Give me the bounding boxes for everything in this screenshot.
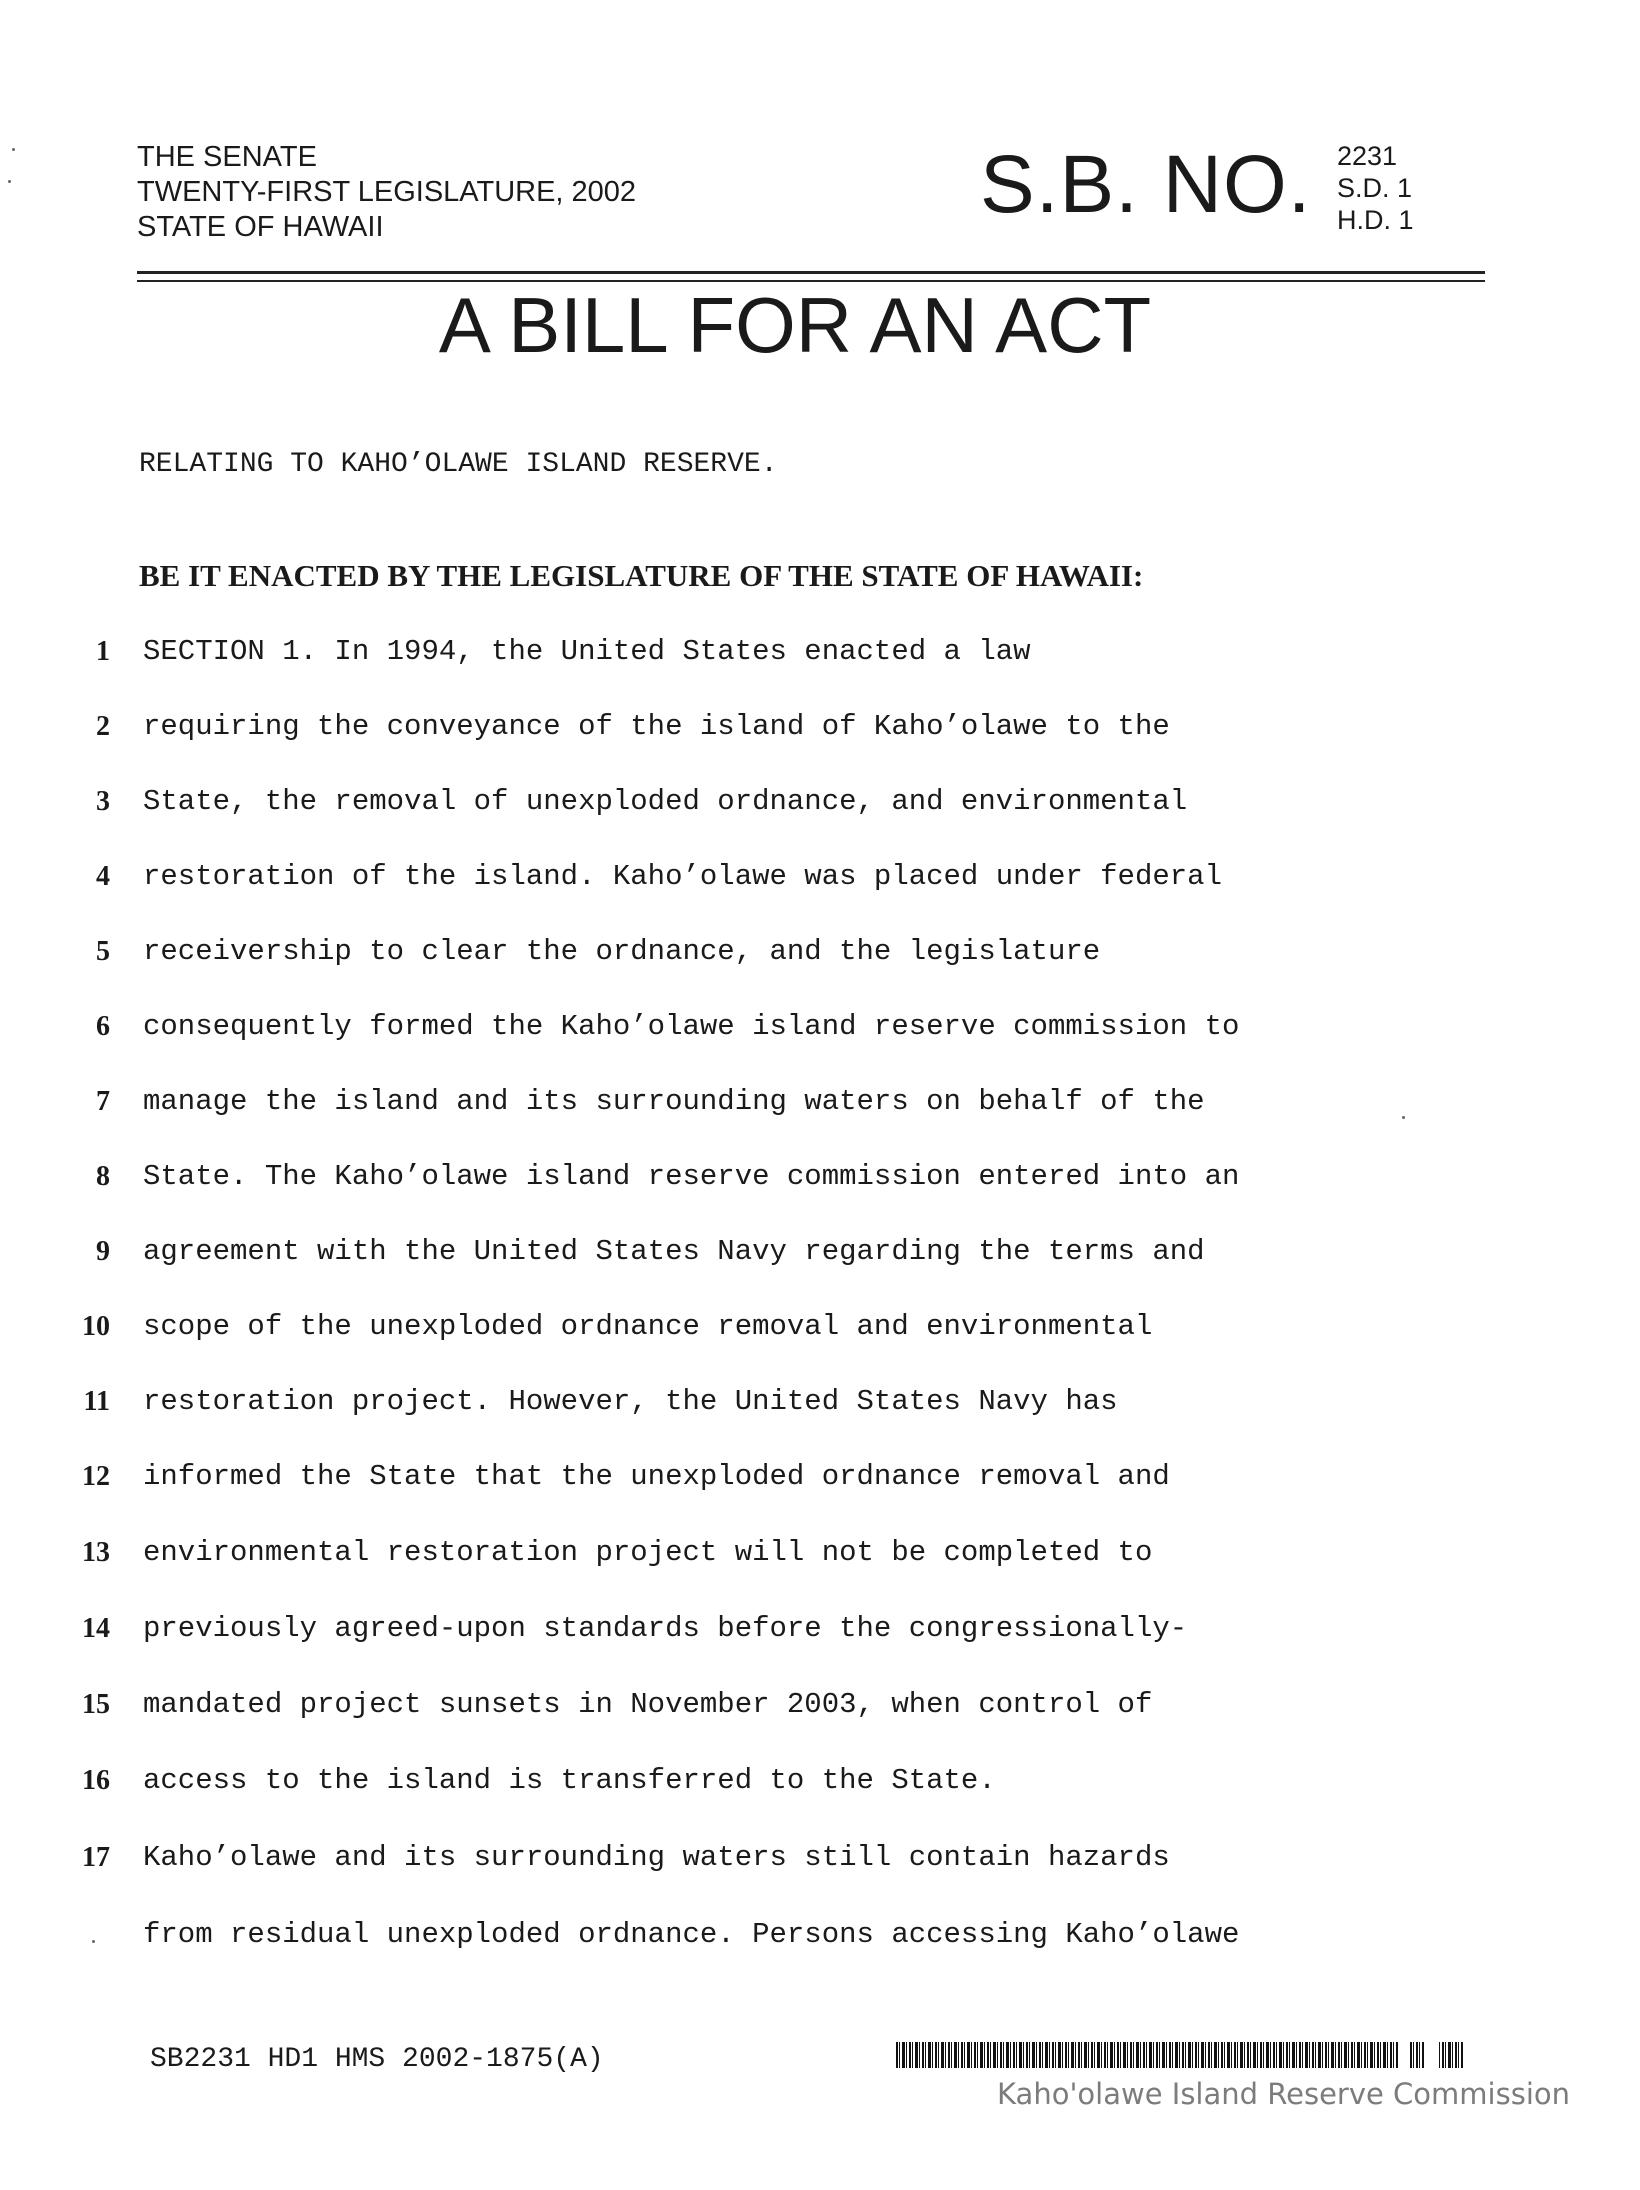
bill-line: access to the island is transferred to the State. xyxy=(143,1764,996,1797)
line-number: 4 xyxy=(96,861,110,892)
scan-speck xyxy=(8,180,11,183)
bill-line: State. The Kaho’olawe island reserve commission entered into an xyxy=(143,1160,1240,1193)
line-number: 7 xyxy=(96,1086,110,1117)
line-number: 10 xyxy=(82,1311,110,1342)
relating-clause: RELATING TO KAHO’OLAWE ISLAND RESERVE. xyxy=(139,449,778,480)
legislature-name: TWENTY-FIRST LEGISLATURE, 2002 xyxy=(137,176,637,208)
line-number: 16 xyxy=(82,1765,110,1796)
line-number: 17 xyxy=(82,1842,110,1873)
line-number: 12 xyxy=(82,1461,110,1492)
bill-line: scope of the unexploded ordnance removal and environmental xyxy=(143,1310,1153,1343)
house-draft-number: H.D. 1 xyxy=(1337,205,1414,235)
line-number: 3 xyxy=(96,786,110,817)
bill-line: previously agreed-upon standards before the congressionally- xyxy=(143,1612,1188,1645)
scan-speck xyxy=(12,148,15,151)
bill-line: mandated project sunsets in November 2003, when control of xyxy=(143,1688,1153,1721)
enacting-clause: BE IT ENACTED BY THE LEGISLATURE OF THE STATE OF HAWAII: xyxy=(139,558,1144,593)
bill-label: S.B. NO. xyxy=(980,139,1312,230)
scan-speck xyxy=(1402,1116,1405,1119)
line-number: 5 xyxy=(96,936,110,967)
senate-draft-number: S.D. 1 xyxy=(1337,173,1413,203)
bill-line: manage the island and its surrounding waters on behalf of the xyxy=(143,1085,1205,1118)
barcode-gap xyxy=(1398,2040,1410,2070)
bill-line: agreement with the United States Navy regarding the terms and xyxy=(143,1235,1205,1268)
bill-line: State, the removal of unexploded ordnance, and environmental xyxy=(143,785,1188,818)
bill-number: 2231 xyxy=(1337,141,1398,171)
bill-line: restoration of the island. Kaho’olawe was placed under federal xyxy=(143,860,1222,893)
line-number: 13 xyxy=(82,1537,110,1568)
chamber-name: THE SENATE xyxy=(137,141,317,173)
bill-line: requiring the conveyance of the island of Kaho’olawe to the xyxy=(143,710,1170,743)
bill-line: restoration project. However, the United States Navy has xyxy=(143,1385,1118,1418)
archive-watermark: Kaho'olawe Island Reserve Commission xyxy=(997,2077,1570,2111)
line-number: 2 xyxy=(96,711,110,742)
barcode-icon xyxy=(896,2042,1463,2068)
line-number: 14 xyxy=(82,1613,110,1644)
bill-numbers xyxy=(1337,140,1414,236)
header-rule-top xyxy=(137,271,1485,274)
line-number: 6 xyxy=(96,1011,110,1042)
state-name: STATE OF HAWAII xyxy=(137,211,384,243)
line-number: 9 xyxy=(96,1236,110,1267)
act-title: A BILL FOR AN ACT xyxy=(438,281,1152,369)
bill-line: consequently formed the Kaho’olawe island reserve commission to xyxy=(143,1010,1240,1043)
bill-line: environmental restoration project will not be completed to xyxy=(143,1536,1153,1569)
bill-line: receivership to clear the ordnance, and the legislature xyxy=(143,935,1101,968)
line-number: 11 xyxy=(83,1386,110,1417)
line-number: 15 xyxy=(82,1689,110,1720)
bill-line: informed the State that the unexploded ordnance removal and xyxy=(143,1460,1170,1493)
bill-line: Kaho’olawe and its surrounding waters still contain hazards xyxy=(143,1841,1170,1874)
line-number: 8 xyxy=(96,1161,110,1192)
barcode-gap xyxy=(1424,2040,1438,2070)
scan-speck xyxy=(92,1940,95,1943)
line-number: 1 xyxy=(96,636,110,667)
document-code: SB2231 HD1 HMS 2002-1875(A) xyxy=(150,2044,604,2075)
bill-line: from residual unexploded ordnance. Persons accessing Kaho’olawe xyxy=(143,1918,1240,1951)
header-left-block xyxy=(137,140,636,245)
bill-line: SECTION 1. In 1994, the United States enacted a law xyxy=(143,635,1031,668)
